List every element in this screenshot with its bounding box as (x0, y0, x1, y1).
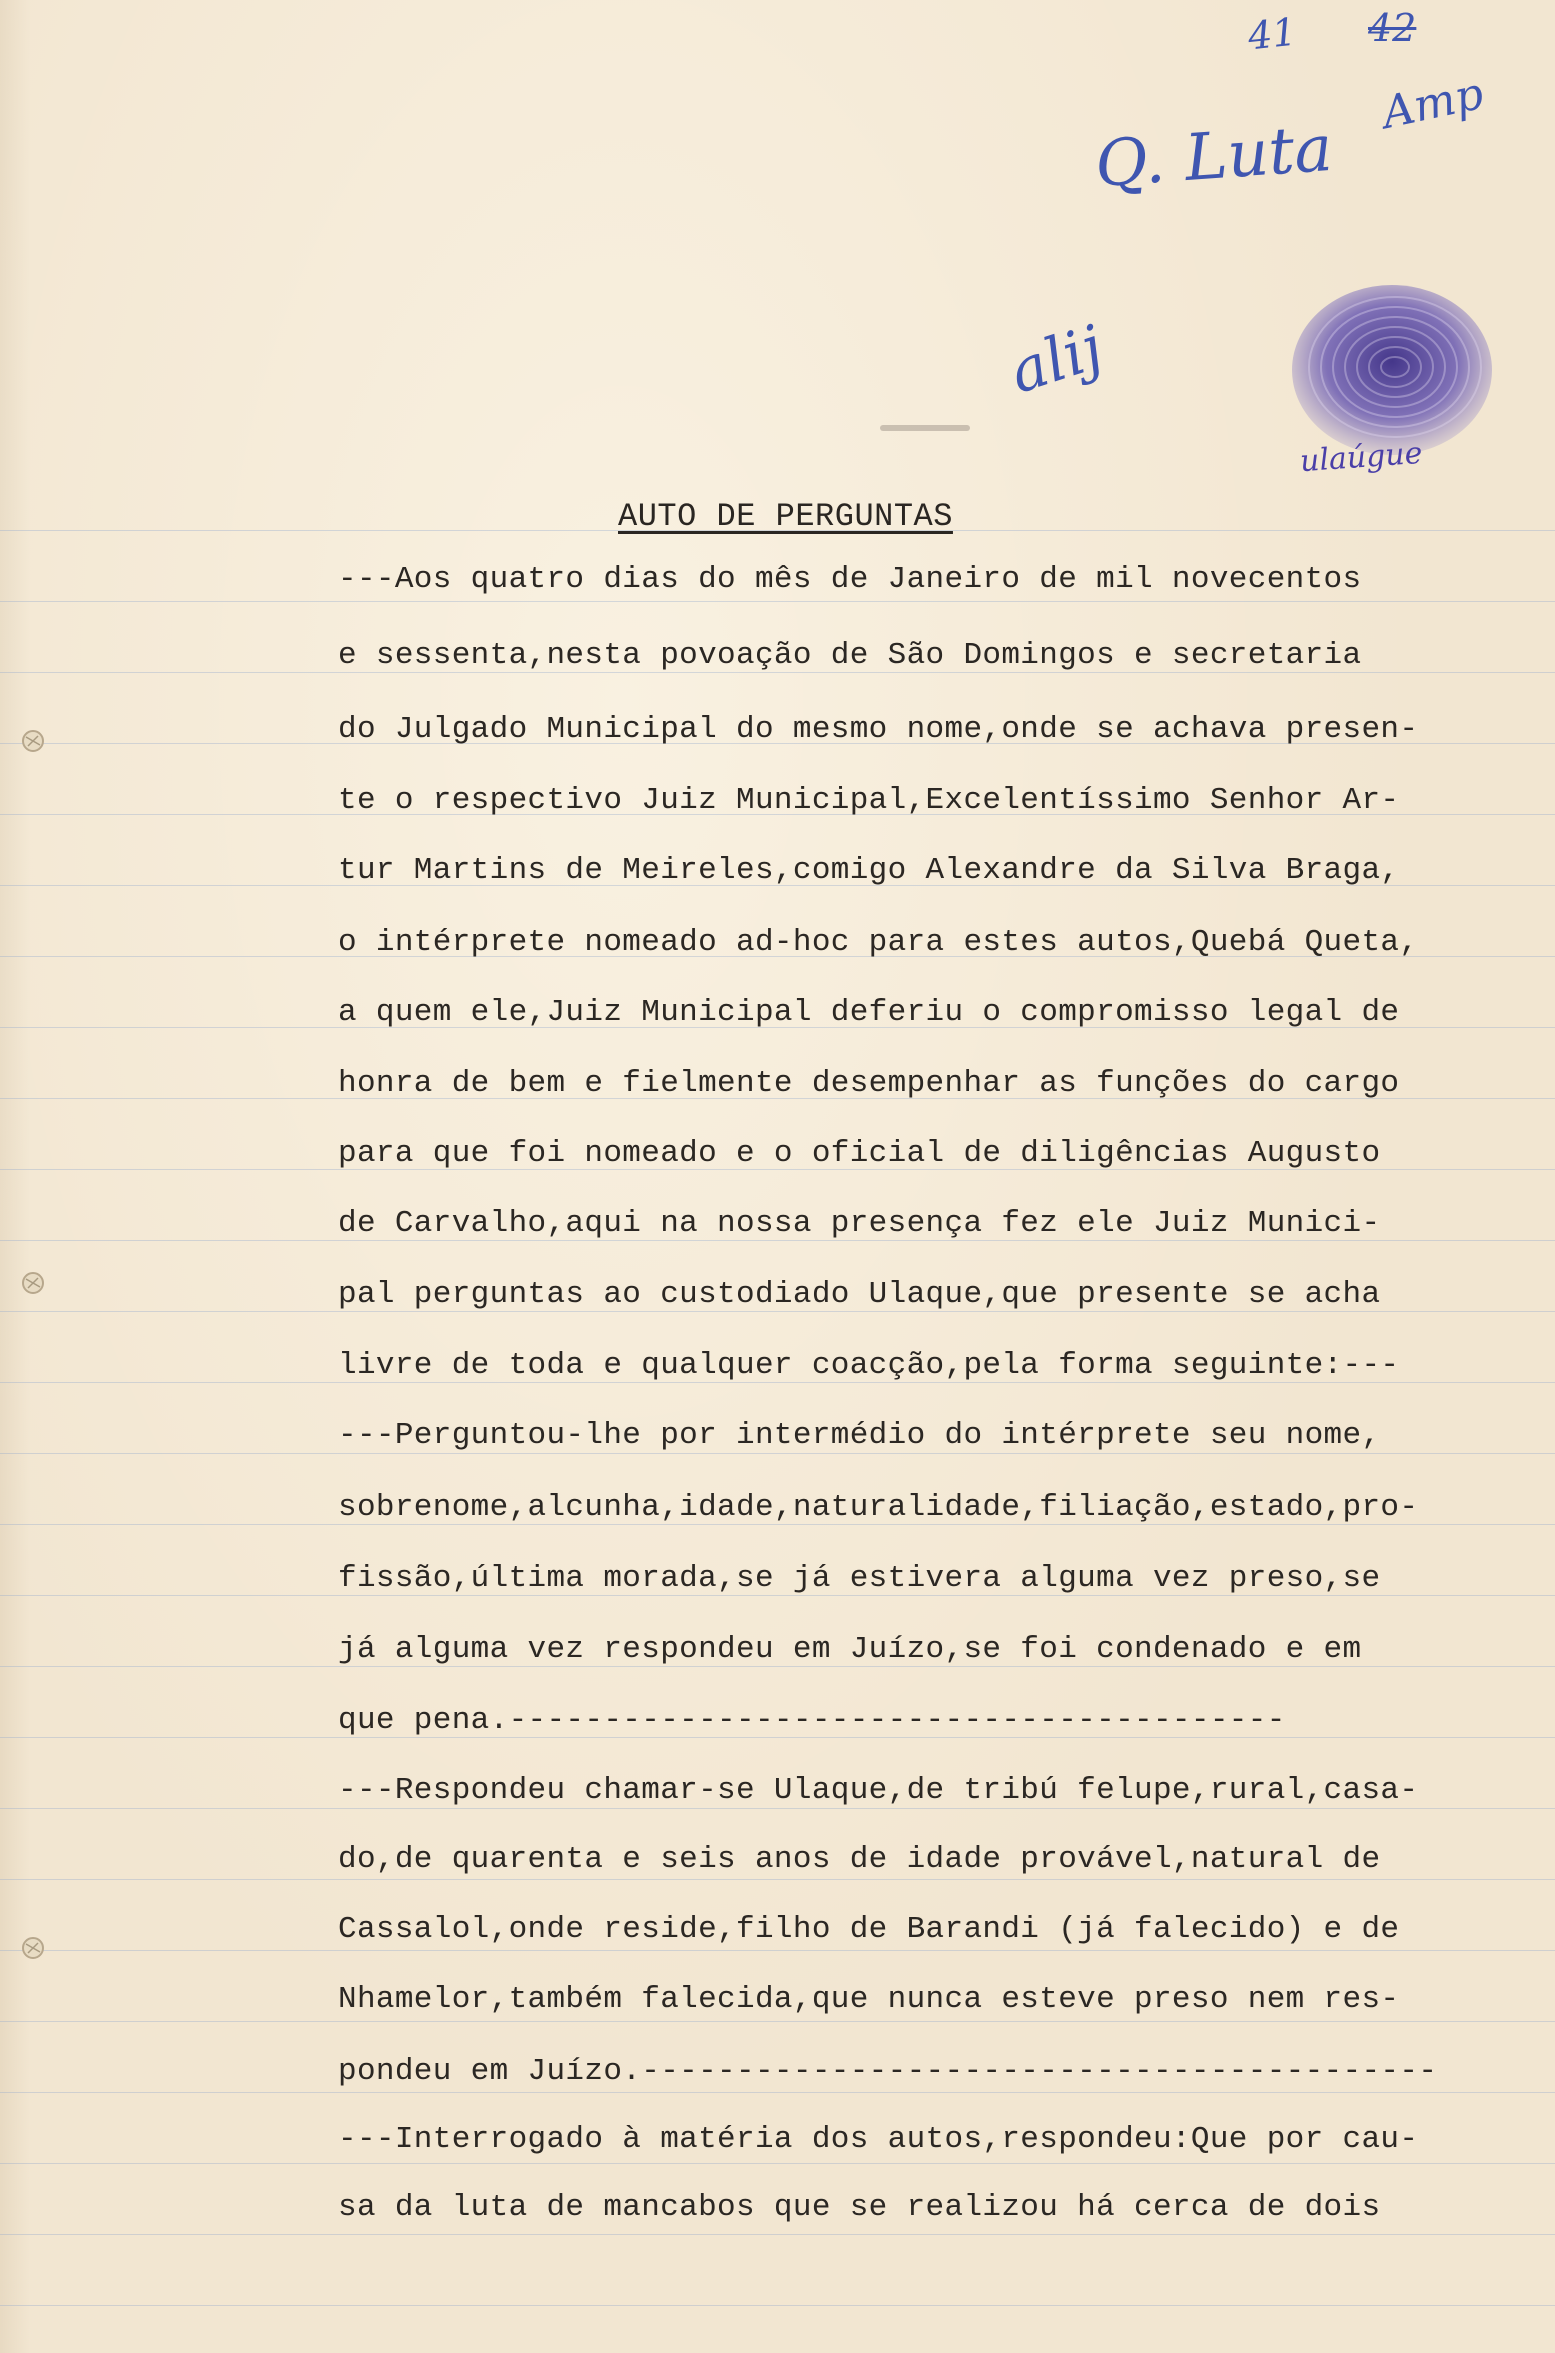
ink-smudge (880, 425, 970, 431)
text-line: e sessenta,nesta povoação de São Domingos e secretaria (338, 638, 1362, 673)
ruled-line (0, 601, 1555, 602)
text-line: livre de toda e qualquer coacção,pela forma seguinte:--- (338, 1348, 1400, 1383)
punch-hole-icon (20, 1935, 46, 1961)
text-line: sobrenome,alcunha,idade,naturalidade,filiação,estado,pro- (338, 1490, 1419, 1525)
text-line: que pena.----------------------------------------- (338, 1703, 1286, 1738)
text-line: ---Perguntou-lhe por intermédio do intérprete seu nome, (338, 1418, 1381, 1453)
text-line: do,de quarenta e seis anos de idade provável,natural de (338, 1842, 1381, 1877)
punch-hole-icon (20, 1270, 46, 1296)
ruled-line (0, 2305, 1555, 2306)
ruled-line (0, 2163, 1555, 2164)
ruled-line (0, 2234, 1555, 2235)
ruled-line (0, 1453, 1555, 1454)
text-line: Nhamelor,também falecida,que nunca esteve preso nem res- (338, 1982, 1400, 2017)
ruled-line (0, 2021, 1555, 2022)
name-annotation: Q. Luta (1092, 111, 1335, 203)
text-line: já alguma vez respondeu em Juízo,se foi condenado e em (338, 1632, 1362, 1667)
thumbprint-signature: ulaúgue (1298, 435, 1424, 480)
text-line: tur Martins de Meireles,comigo Alexandre da Silva Braga, (338, 853, 1400, 888)
text-line: do Julgado Municipal do mesmo nome,onde se achava presen- (338, 712, 1419, 747)
text-line: pondeu em Juízo.------------------------------------------ (338, 2054, 1438, 2089)
text-line: ---Respondeu chamar-se Ulaque,de tribú felupe,rural,casa- (338, 1773, 1419, 1808)
text-line: para que foi nomeado e o oficial de diligências Augusto (338, 1136, 1381, 1171)
rubric-right: Amp (1377, 67, 1488, 140)
text-line: Cassalol,onde reside,filho de Barandi (já falecido) e de (338, 1912, 1400, 1947)
ruled-line (0, 1950, 1555, 1951)
text-line: ---Aos quatro dias do mês de Janeiro de mil novecentos (338, 562, 1362, 597)
page-number-old: 41 (1245, 9, 1299, 59)
text-line: fissão,última morada,se já estivera alguma vez preso,se (338, 1561, 1381, 1596)
punch-hole-middle (20, 1270, 46, 1296)
punch-hole-top (20, 728, 46, 754)
ruled-line (0, 1808, 1555, 1809)
text-line: de Carvalho,aqui na nossa presença fez ele Juiz Munici- (338, 1206, 1381, 1241)
text-line: te o respectivo Juiz Municipal,Excelentíssimo Senhor Ar- (338, 783, 1400, 818)
text-line: o intérprete nomeado ad-hoc para estes autos,Quebá Queta, (338, 925, 1419, 960)
text-line: honra de bem e fielmente desempenhar as funções do cargo (338, 1066, 1400, 1101)
text-line: sa da luta de mancabos que se realizou há cerca de dois (338, 2190, 1381, 2225)
text-line: ---Interrogado à matéria dos autos,respondeu:Que por cau- (338, 2122, 1419, 2157)
punch-hole-bottom (20, 1935, 46, 1961)
text-line: pal perguntas ao custodiado Ulaque,que presente se acha (338, 1277, 1381, 1312)
page-number-new: 42 (1368, 6, 1417, 50)
text-line: a quem ele,Juiz Municipal deferiu o compromisso legal de (338, 995, 1400, 1030)
punch-hole-icon (20, 728, 46, 754)
ruled-line (0, 1879, 1555, 1880)
rubric-left: alij (1001, 312, 1112, 408)
document-title: AUTO DE PERGUNTAS (618, 498, 953, 535)
ruled-line (0, 2092, 1555, 2093)
